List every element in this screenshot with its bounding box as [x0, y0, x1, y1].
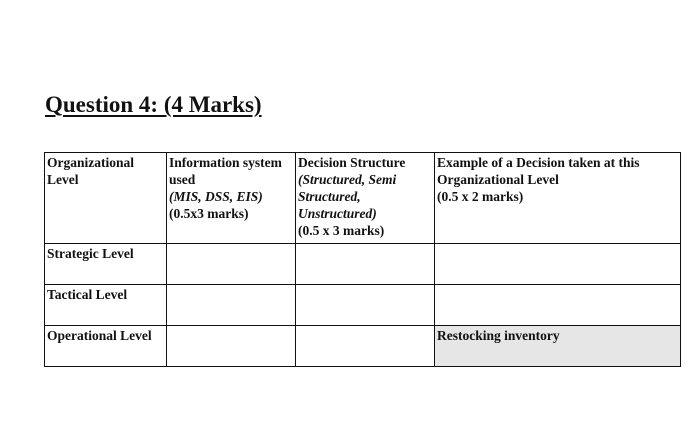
- table-row: [45, 285, 681, 326]
- header-label: Level: [47, 172, 79, 187]
- information-system-cell[interactable]: [167, 326, 296, 367]
- header-information-system: [167, 153, 296, 244]
- information-system-cell[interactable]: [167, 285, 296, 326]
- decision-structure-cell[interactable]: [296, 244, 435, 285]
- header-label: Decision Structure: [298, 155, 406, 170]
- header-marks: (0.5x3 marks): [169, 206, 249, 221]
- decision-structure-cell[interactable]: [296, 326, 435, 367]
- header-label: Organizational: [47, 155, 134, 170]
- header-marks: (0.5 x 2 marks): [437, 189, 524, 204]
- table-header-row: [45, 153, 681, 244]
- decision-structure-cell[interactable]: [296, 285, 435, 326]
- header-marks: (0.5 x 3 marks): [298, 223, 385, 238]
- header-label: Example of a Decision taken at this: [437, 155, 640, 170]
- header-options: Structured,: [298, 189, 361, 204]
- header-options: (MIS, DSS, EIS): [169, 189, 263, 204]
- header-label: used: [169, 172, 196, 187]
- table-row: [45, 326, 681, 367]
- header-options: (Structured, Semi: [298, 172, 397, 187]
- header-decision-structure: [296, 153, 435, 244]
- example-decision-cell[interactable]: [435, 285, 681, 326]
- information-system-cell[interactable]: [167, 244, 296, 285]
- row-level-label: Tactical Level: [45, 285, 167, 326]
- example-decision-cell[interactable]: [435, 244, 681, 285]
- header-organizational-level: [45, 153, 167, 244]
- header-example-decision: [435, 153, 681, 244]
- example-decision-cell[interactable]: Restocking inventory: [435, 326, 681, 367]
- header-label: Organizational Level: [437, 172, 559, 187]
- table-row: [45, 244, 681, 285]
- question-title: Question 4: (4 Marks): [45, 92, 262, 117]
- row-level-label: Strategic Level: [45, 244, 167, 285]
- question-table: [44, 152, 681, 367]
- row-level-label: Operational Level: [45, 326, 167, 367]
- header-label: Information system: [169, 155, 282, 170]
- header-options: Unstructured): [298, 206, 377, 221]
